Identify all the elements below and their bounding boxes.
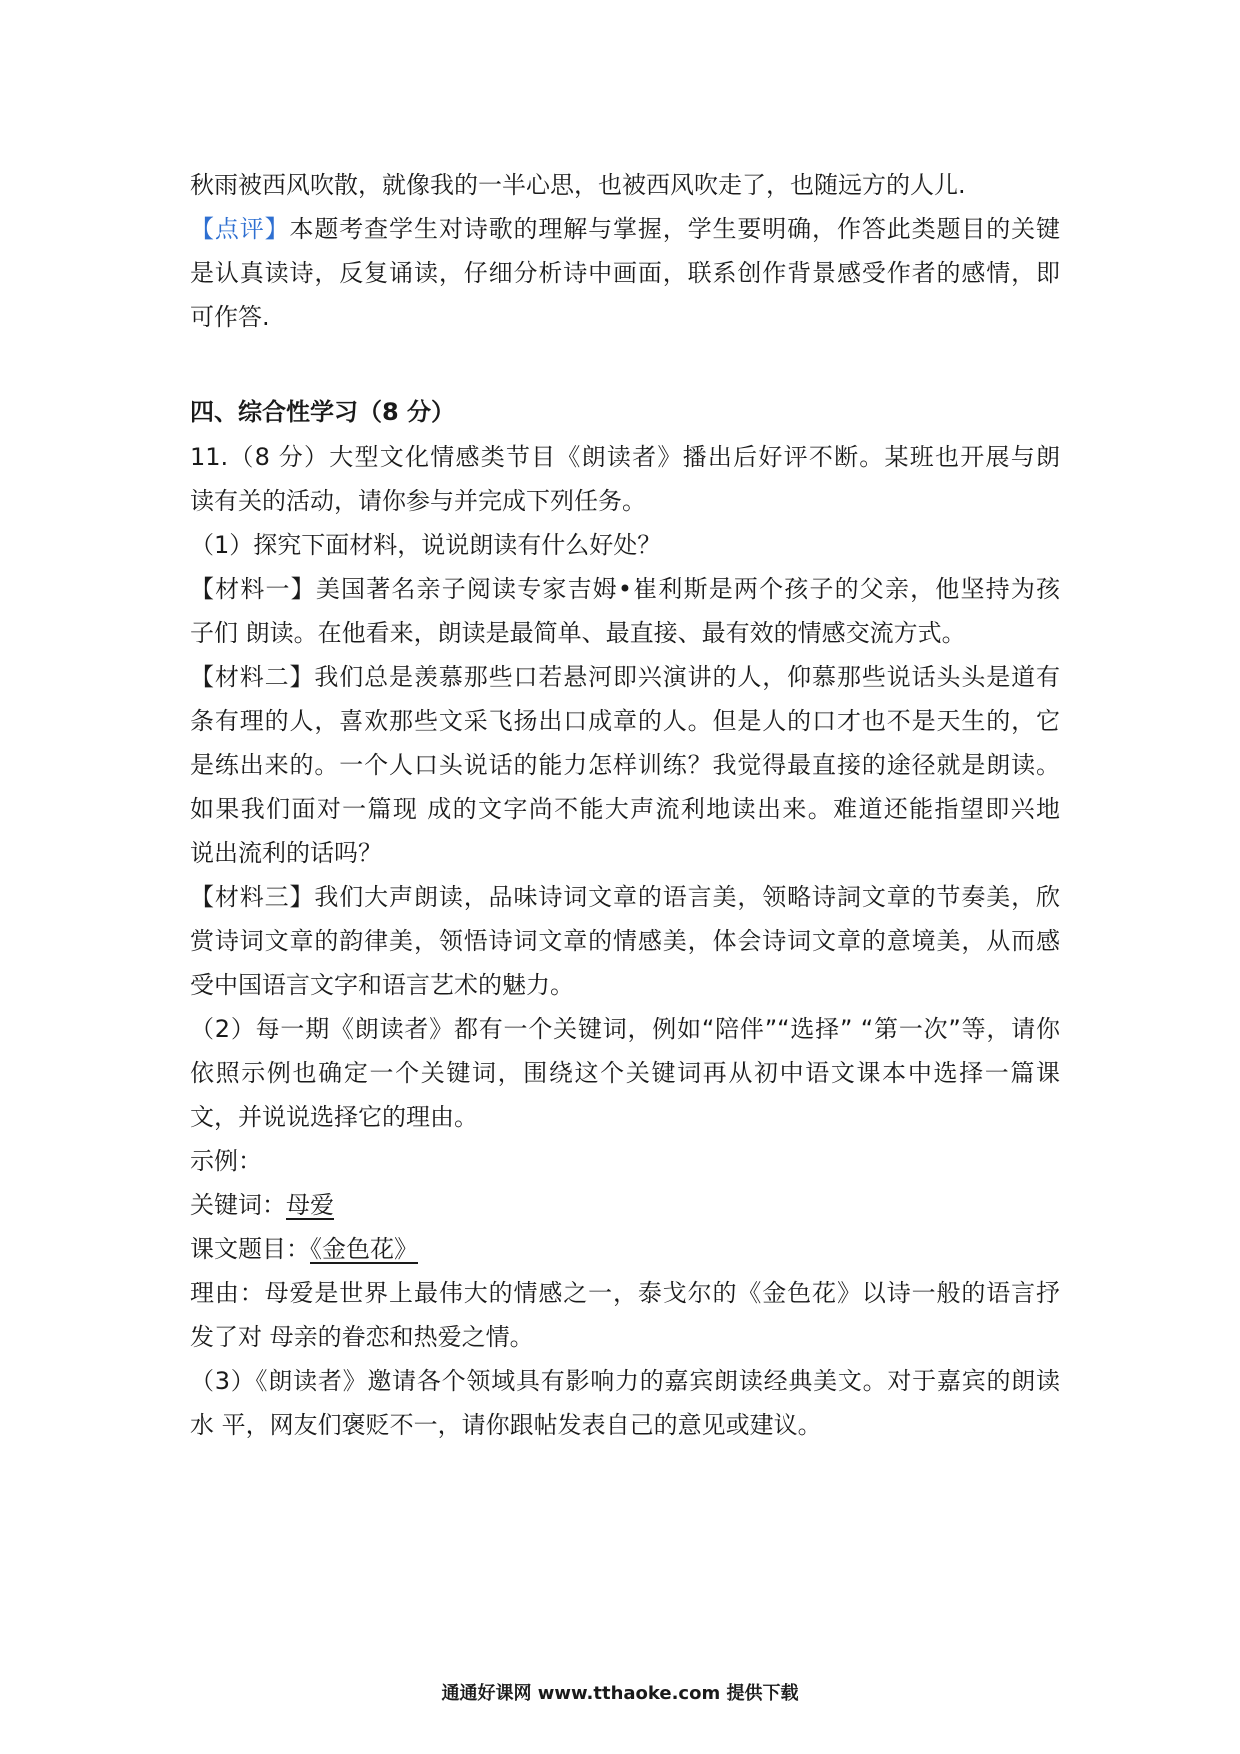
text-line: 说出流利的话吗？	[190, 839, 382, 867]
question-11: 11.（8 分）大型文化情感类节目《朗读者》播出后好评不断。某班也开展与朗	[190, 443, 1060, 471]
text-line: 依照示例也确定一个关键词，围绕这个关键词再从初中语文课本中选择一篇课	[190, 1059, 1060, 1087]
comment-text: 本题考查学生对诗歌的理解与掌握，学生要明确，作答此类题目的关键	[289, 215, 1060, 243]
title-label: 课文题目：	[190, 1235, 310, 1263]
text-line: 发了对 母亲的眷恋和热爱之情。	[190, 1323, 534, 1351]
text-line: 条有理的人，喜欢那些文采飞扬出口成章的人。但是人的口才也不是天生的，它	[190, 707, 1060, 735]
text-line: 赏诗词文章的韵律美，领悟诗词文章的情感美，体会诗词文章的意境美，从而感	[190, 927, 1060, 955]
page-footer: 通通好课网 www.tthaoke.com 提供下载	[441, 1683, 799, 1704]
keyword-row	[190, 1188, 1060, 1222]
section-heading: 四、综合性学习（8 分）	[190, 398, 456, 426]
text-line: 秋雨被西风吹散，就像我的一半心思，也被西风吹走了，也随远方的人儿.	[190, 171, 966, 199]
material-two: 【材料二】我们总是羡慕那些口若悬河即兴演讲的人，仰慕那些说话头头是道有	[190, 663, 1060, 691]
reason-line: 理由：母爱是世界上最伟大的情感之一，泰戈尔的《金色花》以诗一般的语言抒	[190, 1279, 1060, 1307]
title-value: 《金色花》	[310, 1235, 418, 1263]
title-row	[190, 1232, 1060, 1266]
text-line: 是认真读诗，反复诵读，仔细分析诗中画面，联系创作背景感受作者的感情，即	[190, 259, 1060, 287]
keyword-value: 母爱	[286, 1191, 334, 1219]
comment-label: 【点评】	[190, 215, 290, 243]
text-line: 水 平，网友们褒贬不一，请你跟帖发表自己的意见或建议。	[190, 1411, 822, 1439]
text-line: 如果我们面对一篇现 成的文字尚不能大声流利地读出来。难道还能指望即兴地	[190, 795, 1060, 823]
example-label: 示例：	[190, 1147, 262, 1175]
sub-question-2: （2）每一期《朗读者》都有一个关键词，例如“陪伴”“选择” “第一次”等，请你	[190, 1015, 1060, 1043]
text-line: 读有关的活动，请你参与并完成下列任务。	[190, 487, 646, 515]
text-line: 子们 朗读。在他看来，朗读是最简单、最直接、最有效的情感交流方式。	[190, 619, 966, 647]
comment-paragraph	[190, 212, 1060, 246]
material-one: 【材料一】美国著名亲子阅读专家吉姆•崔利斯是两个孩子的父亲，他坚持为孩	[190, 575, 1060, 603]
sub-question-3: （3）《朗读者》邀请各个领域具有影响力的嘉宾朗读经典美文。对于嘉宾的朗读	[190, 1367, 1060, 1395]
text-line: 文，并说说选择它的理由。	[190, 1103, 478, 1131]
material-three: 【材料三】我们大声朗读，品味诗词文章的语言美，领略诗詞文章的节奏美，欣	[190, 883, 1060, 911]
text-line: 受中国语言文字和语言艺术的魅力。	[190, 971, 574, 999]
text-line: 可作答.	[190, 303, 270, 331]
sub-question-1: （1）探究下面材料，说说朗读有什么好处？	[190, 531, 662, 559]
keyword-label: 关键词：	[190, 1191, 286, 1219]
text-line: 是练出来的。一个人口头说话的能力怎样训练？我觉得最直接的途径就是朗读。	[190, 751, 1060, 779]
